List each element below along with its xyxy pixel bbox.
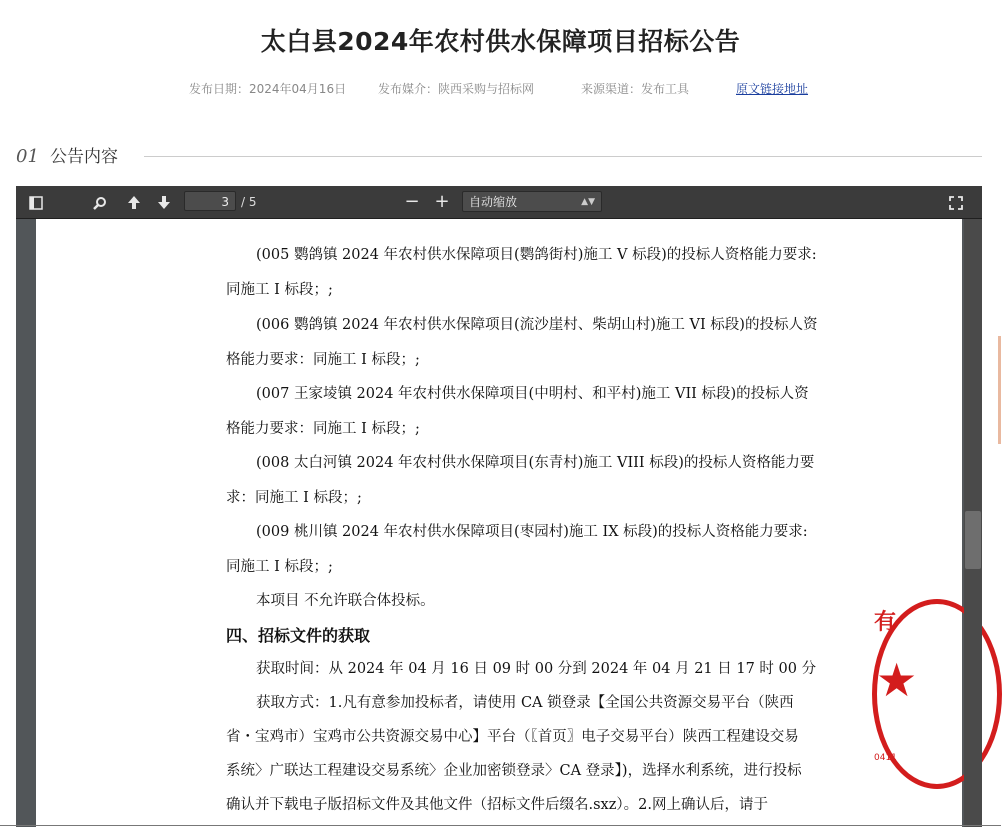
chevron-updown-icon: ▲▼ bbox=[581, 197, 595, 207]
doc-line: 格能力要求：同施工 I 标段；; bbox=[226, 421, 420, 437]
fullscreen-icon[interactable] bbox=[946, 186, 966, 218]
doc-line: 本项目 不允许联合体投标。 bbox=[256, 593, 435, 609]
bottom-border bbox=[0, 825, 1001, 826]
pdf-toolbar bbox=[16, 186, 982, 219]
publish-date: 发布日期：2024年04月16日 bbox=[189, 82, 347, 96]
section-number: 01 bbox=[16, 146, 39, 167]
doc-line: 格能力要求：同施工 I 标段；; bbox=[226, 352, 420, 368]
section-label: 公告内容 bbox=[50, 147, 118, 167]
official-seal bbox=[872, 599, 918, 789]
seal-text: 有 bbox=[874, 610, 897, 635]
publish-media: 发布媒介：陕西采购与招标网 bbox=[378, 82, 535, 96]
zoom-out-button[interactable]: − bbox=[404, 191, 420, 212]
seal-number: 0411 bbox=[874, 753, 897, 763]
zoom-select[interactable] bbox=[462, 191, 602, 212]
pdf-viewer bbox=[16, 186, 982, 827]
scrollbar[interactable] bbox=[964, 219, 982, 827]
doc-line: 获取时间：从 2024 年 04 月 16 日 09 时 00 分到 2024 年 04 月 21 日 17 时 00 分 bbox=[256, 661, 817, 677]
page-number-input[interactable]: 3 bbox=[184, 191, 236, 211]
doc-line: 同施工 I 标段；; bbox=[226, 559, 333, 575]
doc-line: 求：同施工 I 标段；; bbox=[226, 490, 362, 506]
doc-line: 同施工 I 标段；; bbox=[226, 282, 333, 298]
doc-line: 系统〉广联达工程建设交易系统〉企业加密锁登录〉CA 登录】)，选择水利系统，进行投标 bbox=[226, 763, 802, 779]
doc-heading: 四、招标文件的获取 bbox=[226, 626, 371, 645]
side-decoration bbox=[998, 336, 1001, 444]
source-channel: 来源渠道：发布工具 bbox=[581, 82, 690, 96]
next-page-icon[interactable] bbox=[154, 186, 174, 218]
zoom-in-button[interactable]: + bbox=[434, 191, 450, 212]
sidebar-toggle-icon[interactable] bbox=[26, 186, 46, 218]
original-link[interactable]: 原文链接地址 bbox=[736, 82, 809, 96]
page-total: / 5 bbox=[241, 195, 257, 209]
previous-page-icon[interactable] bbox=[124, 186, 144, 218]
page-title: 太白县2024年农村供水保障项目招标公告 bbox=[260, 27, 741, 56]
doc-line: (008 太白河镇 2024 年农村供水保障项目(东青村)施工 VIII 标段)的投标人资格能力要 bbox=[256, 455, 815, 471]
doc-line: (005 鹦鸽镇 2024 年农村供水保障项目(鹦鸽街村)施工 V 标段)的投标人资格能力要求: bbox=[256, 247, 817, 263]
search-icon[interactable] bbox=[90, 186, 110, 218]
doc-line: (006 鹦鸽镇 2024 年农村供水保障项目(流沙崖村、柴胡山村)施工 VI 标段)的投标人资 bbox=[256, 317, 818, 333]
section-header bbox=[16, 142, 982, 168]
pdf-page bbox=[36, 219, 962, 829]
doc-line: 省・宝鸡市）宝鸡市公共资源交易中心】平台（〖首页〗电子交易平台）陕西工程建设交易 bbox=[226, 729, 799, 745]
doc-line: (007 王家堎镇 2024 年农村供水保障项目(中明村、和平村)施工 VII 标段)的投标人资 bbox=[256, 386, 809, 402]
doc-line: 确认并下载电子版招标文件及其他文件（招标文件后缀名.sxz）。2.网上确认后，请于 bbox=[226, 797, 768, 813]
section-divider bbox=[144, 156, 982, 157]
doc-line: (009 桃川镇 2024 年农村供水保障项目(枣园村)施工 IX 标段)的投标人资格能力要求: bbox=[256, 524, 808, 540]
scrollbar-thumb[interactable] bbox=[965, 511, 981, 569]
doc-line: 获取方式：1.凡有意参加投标者，请使用 CA 锁登录【全国公共资源交易平台（陕西 bbox=[256, 695, 794, 711]
star-icon: ★ bbox=[876, 653, 918, 707]
zoom-select-value: 自动缩放 bbox=[469, 195, 518, 209]
